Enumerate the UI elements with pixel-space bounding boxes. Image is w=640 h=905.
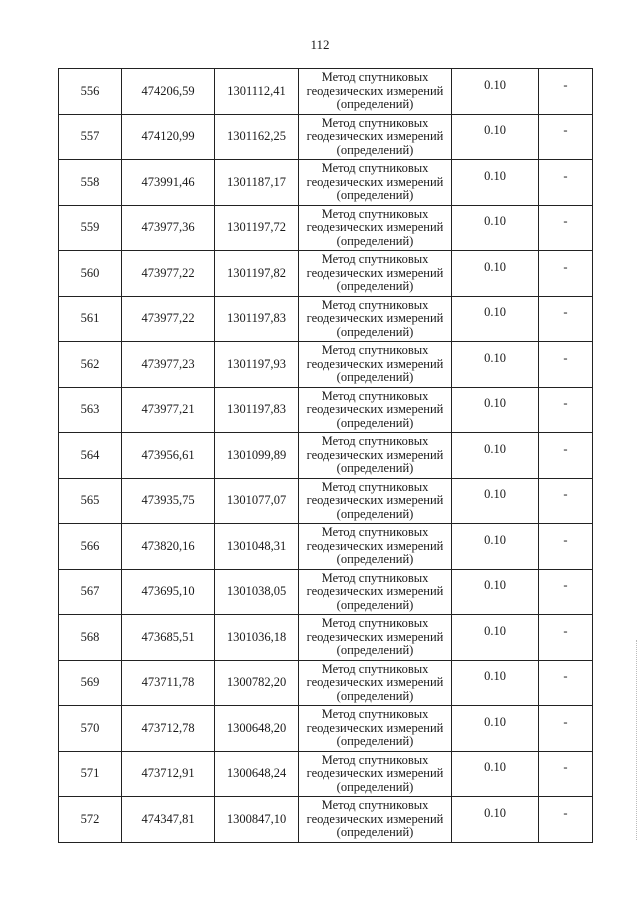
point-number-cell — [59, 251, 122, 297]
method-line: (определений) — [336, 597, 414, 612]
y-coordinate-cell — [215, 751, 299, 797]
note-cell-text: - — [563, 532, 568, 547]
method-line: геодезических измерений — [306, 311, 444, 325]
point-number-cell-text: 560 — [80, 265, 100, 280]
accuracy-cell — [452, 342, 539, 388]
x-coordinate-cell-text: 473977,22 — [141, 311, 195, 326]
x-coordinate-cell-text: 474206,59 — [141, 83, 195, 98]
note-cell — [539, 160, 593, 206]
note-cell — [539, 296, 593, 342]
point-number-cell — [59, 69, 122, 115]
accuracy-cell-text: 0.10 — [484, 350, 506, 365]
x-coordinate-cell-text: 473712,78 — [141, 720, 195, 735]
table-row — [59, 160, 593, 206]
accuracy-cell-text: 0.10 — [484, 396, 506, 411]
x-coordinate-cell — [122, 205, 215, 251]
method-line: геодезических измерений — [306, 811, 444, 826]
accuracy-cell-text: 0.10 — [484, 532, 506, 547]
x-coordinate-cell — [122, 433, 215, 479]
method-line: Метод спутниковых — [321, 798, 429, 812]
x-coordinate-cell-text: 473977,22 — [141, 265, 195, 280]
y-coordinate-cell — [215, 251, 299, 297]
point-number-cell-text: 562 — [80, 356, 100, 371]
note-cell-text: - — [563, 305, 568, 320]
y-coordinate-cell-text: 1301197,72 — [227, 220, 286, 235]
y-coordinate-cell-text: 1300847,10 — [226, 811, 287, 826]
point-number-cell-text: 566 — [80, 538, 100, 553]
point-number-cell-text: 559 — [80, 220, 100, 235]
point-number-cell — [59, 615, 122, 661]
accuracy-cell — [452, 615, 539, 661]
point-number-cell-text: 558 — [80, 174, 100, 189]
point-number-cell — [59, 342, 122, 388]
method-line: геодезических измерений — [306, 584, 444, 598]
accuracy-cell — [452, 706, 539, 752]
method-cell — [299, 433, 452, 479]
point-number-cell — [59, 569, 122, 615]
method-cell — [299, 160, 452, 206]
y-coordinate-cell — [215, 296, 299, 342]
note-cell — [539, 251, 593, 297]
x-coordinate-cell — [122, 114, 215, 160]
note-cell-text: - — [563, 168, 568, 183]
accuracy-cell-text: 0.10 — [484, 214, 506, 229]
y-coordinate-cell — [215, 660, 299, 706]
note-cell-text: - — [563, 77, 568, 92]
accuracy-cell — [452, 569, 539, 615]
x-coordinate-cell-text: 473712,91 — [141, 766, 195, 781]
method-cell — [299, 751, 452, 797]
method-cell — [299, 114, 452, 160]
method-line: (определений) — [336, 688, 414, 703]
point-number-cell-text: 571 — [80, 766, 100, 781]
y-coordinate-cell-text: 1300782,20 — [226, 675, 287, 690]
point-number-cell — [59, 478, 122, 524]
method-line: Метод спутниковых — [321, 115, 429, 130]
method-line: (определений) — [336, 324, 414, 339]
table-row — [59, 660, 593, 706]
point-number-cell-text: 556 — [80, 83, 100, 98]
accuracy-cell-text: 0.10 — [484, 305, 506, 320]
accuracy-cell-text: 0.10 — [484, 714, 506, 729]
point-number-cell-text: 557 — [80, 129, 100, 144]
y-coordinate-cell — [215, 569, 299, 615]
method-line: (определений) — [336, 506, 414, 521]
point-number-cell — [59, 114, 122, 160]
method-line: геодезических измерений — [306, 766, 444, 780]
point-number-cell — [59, 797, 122, 843]
note-cell — [539, 660, 593, 706]
method-line: Метод спутниковых — [321, 161, 429, 175]
accuracy-cell-text: 0.10 — [484, 441, 506, 456]
method-line: геодезических измерений — [306, 83, 444, 98]
method-line: Метод спутниковых — [321, 752, 429, 767]
x-coordinate-cell — [122, 797, 215, 843]
y-coordinate-cell-text: 1301112,41 — [227, 83, 286, 98]
method-line: (определений) — [336, 370, 414, 384]
method-line: (определений) — [336, 825, 414, 839]
note-cell-text: - — [563, 805, 568, 820]
scan-edge-mark — [636, 640, 640, 840]
method-line: (определений) — [336, 779, 414, 794]
method-cell — [299, 296, 452, 342]
y-coordinate-cell — [215, 160, 299, 206]
point-number-cell-text: 561 — [80, 311, 100, 326]
method-line: геодезических измерений — [306, 174, 444, 189]
accuracy-cell — [452, 160, 539, 206]
point-number-cell-text: 570 — [80, 720, 100, 735]
table-row — [59, 569, 593, 615]
table-row — [59, 296, 593, 342]
x-coordinate-cell — [122, 706, 215, 752]
point-number-cell-text: 564 — [80, 447, 100, 462]
note-cell-text: - — [563, 350, 568, 365]
method-line: Метод спутниковых — [321, 570, 429, 585]
point-number-cell — [59, 387, 122, 433]
note-cell-text: - — [563, 259, 568, 274]
y-coordinate-cell-text: 1301197,83 — [227, 402, 286, 417]
accuracy-cell-text: 0.10 — [484, 760, 506, 775]
x-coordinate-cell-text: 473991,46 — [141, 174, 195, 189]
note-cell — [539, 524, 593, 570]
method-line: (определений) — [336, 188, 414, 202]
table-row — [59, 205, 593, 251]
table-row — [59, 524, 593, 570]
note-cell — [539, 706, 593, 752]
x-coordinate-cell-text: 473711,78 — [141, 675, 195, 690]
x-coordinate-cell — [122, 69, 215, 115]
x-coordinate-cell-text: 473977,21 — [141, 402, 195, 417]
x-coordinate-cell-text: 473695,10 — [141, 584, 195, 599]
accuracy-cell-text: 0.10 — [484, 578, 506, 593]
method-line: (определений) — [336, 552, 414, 566]
accuracy-cell — [452, 387, 539, 433]
method-cell — [299, 387, 452, 433]
method-line: (определений) — [336, 643, 414, 657]
accuracy-cell-text: 0.10 — [484, 123, 506, 138]
method-cell — [299, 706, 452, 752]
table-row — [59, 433, 593, 479]
point-number-cell — [59, 160, 122, 206]
y-coordinate-cell — [215, 615, 299, 661]
note-cell — [539, 478, 593, 524]
method-cell — [299, 205, 452, 251]
table-row — [59, 751, 593, 797]
x-coordinate-cell-text: 473956,61 — [141, 447, 195, 462]
x-coordinate-cell-text: 474120,99 — [141, 129, 195, 144]
accuracy-cell — [452, 660, 539, 706]
note-cell — [539, 69, 593, 115]
x-coordinate-cell — [122, 478, 215, 524]
coordinates-table — [58, 68, 593, 843]
method-line: (определений) — [336, 734, 414, 748]
point-number-cell-text: 567 — [80, 584, 100, 599]
point-number-cell — [59, 296, 122, 342]
method-line: Метод спутниковых — [321, 252, 429, 266]
accuracy-cell — [452, 114, 539, 160]
y-coordinate-cell-text: 1301197,83 — [227, 311, 286, 326]
table-row — [59, 615, 593, 661]
y-coordinate-cell-text: 1300648,20 — [226, 720, 287, 735]
method-line: геодезических измерений — [306, 356, 444, 371]
y-coordinate-cell-text: 1301036,18 — [226, 629, 287, 644]
y-coordinate-cell — [215, 114, 299, 160]
y-coordinate-cell — [215, 433, 299, 479]
accuracy-cell-text: 0.10 — [484, 669, 506, 684]
method-line: Метод спутниковых — [321, 206, 429, 221]
method-line: Метод спутниковых — [321, 525, 429, 539]
method-line: геодезических измерений — [306, 447, 444, 462]
accuracy-cell — [452, 205, 539, 251]
x-coordinate-cell-text: 473685,51 — [141, 629, 195, 644]
point-number-cell-text: 563 — [80, 402, 100, 417]
method-line: Метод спутниковых — [321, 434, 429, 448]
accuracy-cell-text: 0.10 — [484, 168, 506, 183]
y-coordinate-cell — [215, 342, 299, 388]
accuracy-cell — [452, 296, 539, 342]
table-row — [59, 251, 593, 297]
note-cell-text: - — [563, 441, 568, 456]
accuracy-cell-text: 0.10 — [484, 487, 506, 502]
table-row — [59, 342, 593, 388]
method-line: Метод спутниковых — [321, 388, 429, 403]
y-coordinate-cell — [215, 706, 299, 752]
method-line: Метод спутниковых — [321, 616, 429, 630]
method-cell — [299, 478, 452, 524]
x-coordinate-cell-text: 473935,75 — [141, 493, 195, 508]
y-coordinate-cell — [215, 797, 299, 843]
table-row — [59, 387, 593, 433]
method-line: (определений) — [336, 279, 414, 293]
method-line: геодезических измерений — [306, 402, 444, 416]
note-cell-text: - — [563, 396, 568, 411]
x-coordinate-cell — [122, 296, 215, 342]
y-coordinate-cell-text: 1301197,93 — [227, 356, 286, 371]
table-row — [59, 797, 593, 843]
note-cell-text: - — [563, 669, 568, 684]
method-cell — [299, 342, 452, 388]
x-coordinate-cell-text: 473977,36 — [141, 220, 195, 235]
x-coordinate-cell-text: 473820,16 — [141, 538, 195, 553]
y-coordinate-cell-text: 1301197,82 — [227, 265, 286, 280]
method-line: Метод спутниковых — [321, 707, 429, 721]
note-cell-text: - — [563, 714, 568, 729]
note-cell — [539, 569, 593, 615]
y-coordinate-cell — [215, 524, 299, 570]
accuracy-cell — [452, 797, 539, 843]
table-row — [59, 69, 593, 115]
note-cell — [539, 797, 593, 843]
note-cell — [539, 433, 593, 479]
accuracy-cell — [452, 433, 539, 479]
x-coordinate-cell-text: 474347,81 — [141, 811, 195, 826]
accuracy-cell-text: 0.10 — [484, 77, 506, 92]
x-coordinate-cell — [122, 660, 215, 706]
table-row — [59, 114, 593, 160]
x-coordinate-cell — [122, 524, 215, 570]
method-line: геодезических измерений — [306, 538, 444, 553]
method-line: Метод спутниковых — [321, 343, 429, 357]
method-line: Метод спутниковых — [321, 70, 429, 84]
y-coordinate-cell-text: 1300648,24 — [226, 766, 287, 781]
accuracy-cell — [452, 751, 539, 797]
method-line: (определений) — [336, 97, 414, 111]
note-cell-text: - — [563, 214, 568, 229]
point-number-cell — [59, 660, 122, 706]
note-cell — [539, 387, 593, 433]
method-line: геодезических измерений — [306, 129, 444, 143]
x-coordinate-cell — [122, 387, 215, 433]
method-cell — [299, 797, 452, 843]
accuracy-cell-text: 0.10 — [484, 623, 506, 638]
x-coordinate-cell — [122, 615, 215, 661]
accuracy-cell — [452, 478, 539, 524]
x-coordinate-cell-text: 473977,23 — [141, 356, 195, 371]
method-cell — [299, 615, 452, 661]
point-number-cell — [59, 524, 122, 570]
method-line: геодезических измерений — [306, 493, 444, 507]
note-cell — [539, 615, 593, 661]
accuracy-cell — [452, 524, 539, 570]
y-coordinate-cell — [215, 387, 299, 433]
y-coordinate-cell-text: 1301048,31 — [226, 538, 287, 553]
accuracy-cell — [452, 69, 539, 115]
method-line: Метод спутниковых — [321, 297, 429, 312]
point-number-cell-text: 569 — [80, 675, 100, 690]
y-coordinate-cell — [215, 478, 299, 524]
y-coordinate-cell — [215, 69, 299, 115]
accuracy-cell-text: 0.10 — [484, 805, 506, 820]
point-number-cell-text: 565 — [80, 493, 100, 508]
point-number-cell — [59, 433, 122, 479]
point-number-cell — [59, 706, 122, 752]
method-line: (определений) — [336, 461, 414, 475]
accuracy-cell — [452, 251, 539, 297]
method-line: геодезических измерений — [306, 220, 444, 234]
note-cell — [539, 342, 593, 388]
coordinates-table-body — [59, 69, 593, 843]
x-coordinate-cell — [122, 342, 215, 388]
method-line: (определений) — [336, 233, 414, 248]
point-number-cell — [59, 751, 122, 797]
y-coordinate-cell-text: 1301162,25 — [227, 129, 286, 144]
page-number: 112 — [310, 37, 330, 52]
method-line: геодезических измерений — [306, 629, 444, 644]
point-number-cell-text: 568 — [80, 629, 100, 644]
note-cell — [539, 114, 593, 160]
y-coordinate-cell-text: 1301187,17 — [227, 174, 286, 189]
table-row — [59, 478, 593, 524]
method-line: (определений) — [336, 142, 414, 157]
method-line: геодезических измерений — [306, 720, 444, 735]
point-number-cell — [59, 205, 122, 251]
x-coordinate-cell — [122, 160, 215, 206]
note-cell-text: - — [563, 760, 568, 775]
method-line: (определений) — [336, 415, 414, 430]
method-cell — [299, 524, 452, 570]
method-cell — [299, 69, 452, 115]
note-cell — [539, 205, 593, 251]
method-line: геодезических измерений — [306, 675, 444, 689]
y-coordinate-cell-text: 1301099,89 — [226, 447, 287, 462]
x-coordinate-cell — [122, 751, 215, 797]
method-line: Метод спутниковых — [321, 661, 429, 676]
point-number-cell-text: 572 — [80, 811, 100, 826]
method-line: Метод спутниковых — [321, 479, 429, 494]
y-coordinate-cell-text: 1301038,05 — [226, 584, 287, 599]
y-coordinate-cell-text: 1301077,07 — [226, 493, 287, 508]
method-cell — [299, 660, 452, 706]
note-cell-text: - — [563, 487, 568, 502]
x-coordinate-cell — [122, 569, 215, 615]
table-row — [59, 706, 593, 752]
note-cell — [539, 751, 593, 797]
accuracy-cell-text: 0.10 — [484, 259, 506, 274]
note-cell-text: - — [563, 623, 568, 638]
x-coordinate-cell — [122, 251, 215, 297]
method-cell — [299, 251, 452, 297]
method-cell — [299, 569, 452, 615]
note-cell-text: - — [563, 123, 568, 138]
y-coordinate-cell — [215, 205, 299, 251]
method-line: геодезических измерений — [306, 265, 444, 280]
note-cell-text: - — [563, 578, 568, 593]
